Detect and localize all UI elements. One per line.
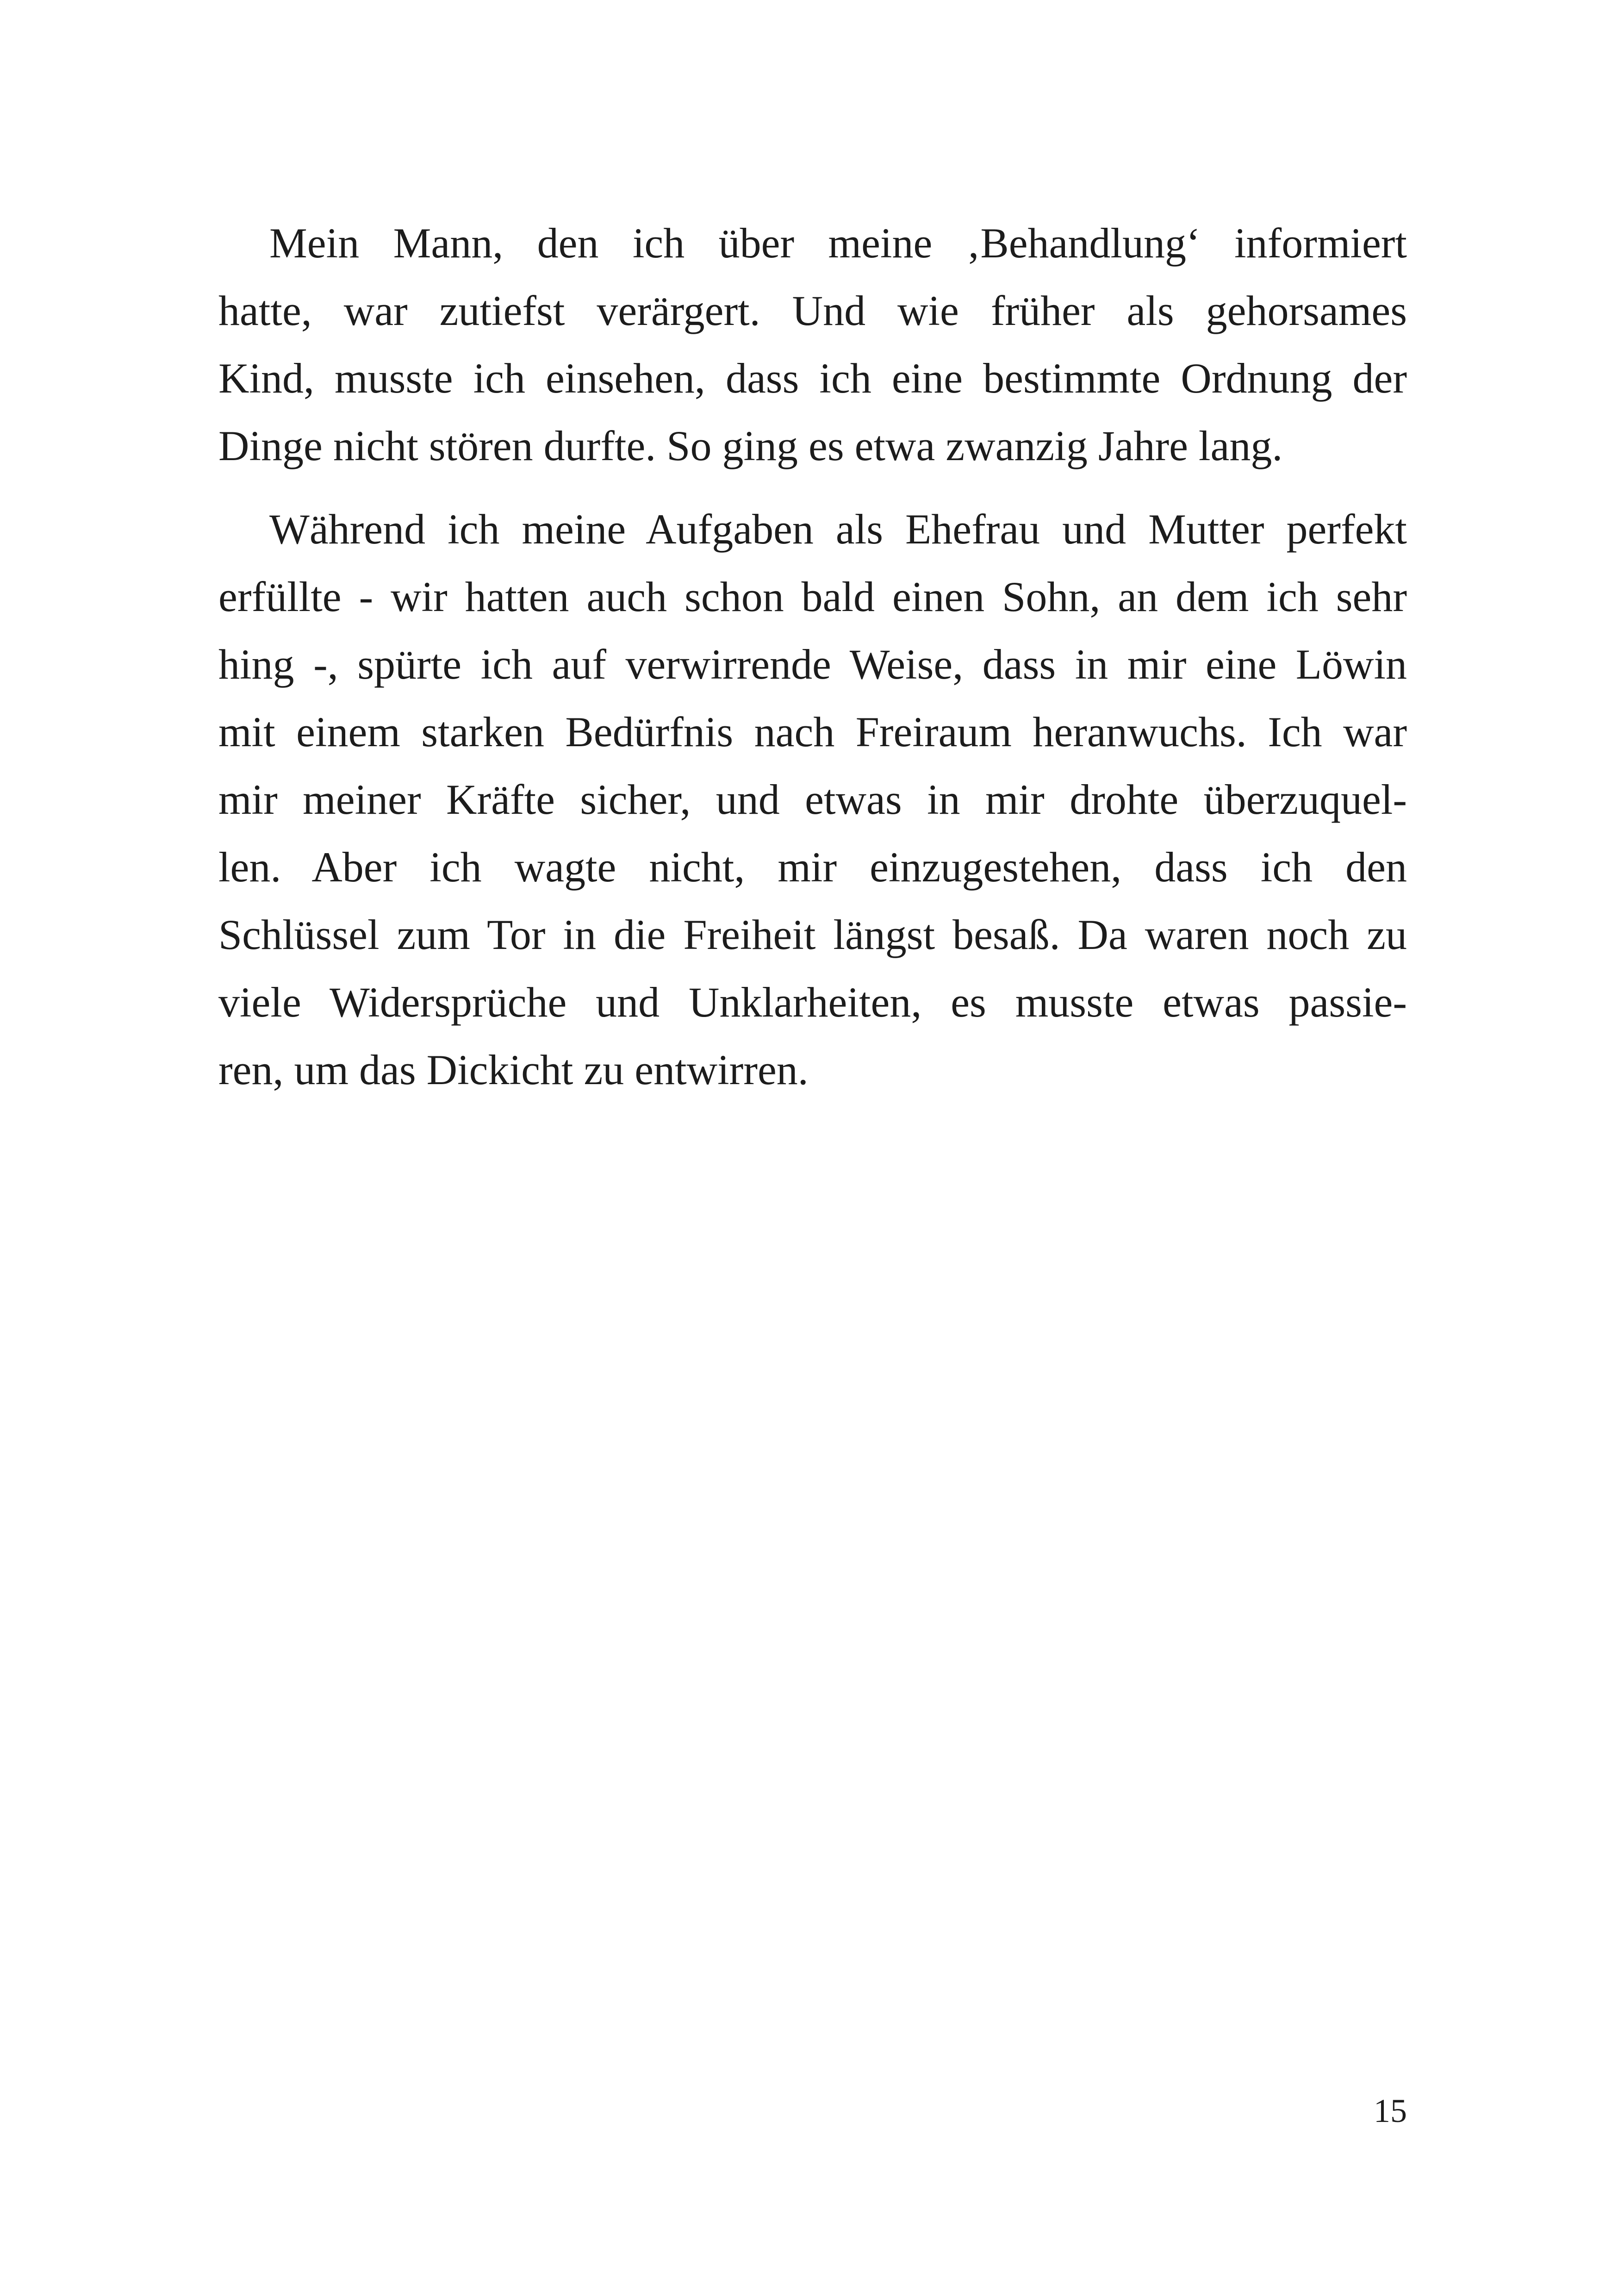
text-line: viele Widersprüche und Unklarheiten, es musste etwas passie-	[218, 979, 1407, 1026]
text-line: mit einem starken Bedürfnis nach Freiraum heranwuchs. Ich war	[218, 708, 1407, 755]
body-text	[218, 209, 1407, 1104]
paragraph-1	[218, 209, 1407, 480]
text-line: Dinge nicht stören durfte. So ging es etwa zwanzig Jahre lang.	[218, 422, 1283, 469]
text-line: mir meiner Kräfte sicher, und etwas in mir drohte überzuquel-	[218, 776, 1407, 823]
text-line: Mein Mann, den ich über meine ‚Behandlung‘ informiert	[269, 219, 1407, 267]
text-line: Während ich meine Aufgaben als Ehefrau und Mutter perfekt	[269, 505, 1407, 553]
text-line: hing -, spürte ich auf verwirrende Weise, dass in mir eine Löwin	[218, 641, 1407, 688]
text-line: len. Aber ich wagte nicht, mir einzugestehen, dass ich den	[218, 843, 1407, 891]
text-line: hatte, war zutiefst verärgert. Und wie früher als gehorsames	[218, 287, 1407, 334]
text-line: ren, um das Dickicht zu entwirren.	[218, 1046, 809, 1093]
text-line: Kind, musste ich einsehen, dass ich eine bestimmte Ordnung der	[218, 355, 1407, 402]
paragraph-2	[218, 495, 1407, 1104]
text-line: erfüllte - wir hatten auch schon bald einen Sohn, an dem ich sehr	[218, 573, 1407, 620]
page-number: 15	[1374, 2092, 1407, 2129]
text-line: Schlüssel zum Tor in die Freiheit längst besaß. Da waren noch zu	[218, 911, 1407, 958]
